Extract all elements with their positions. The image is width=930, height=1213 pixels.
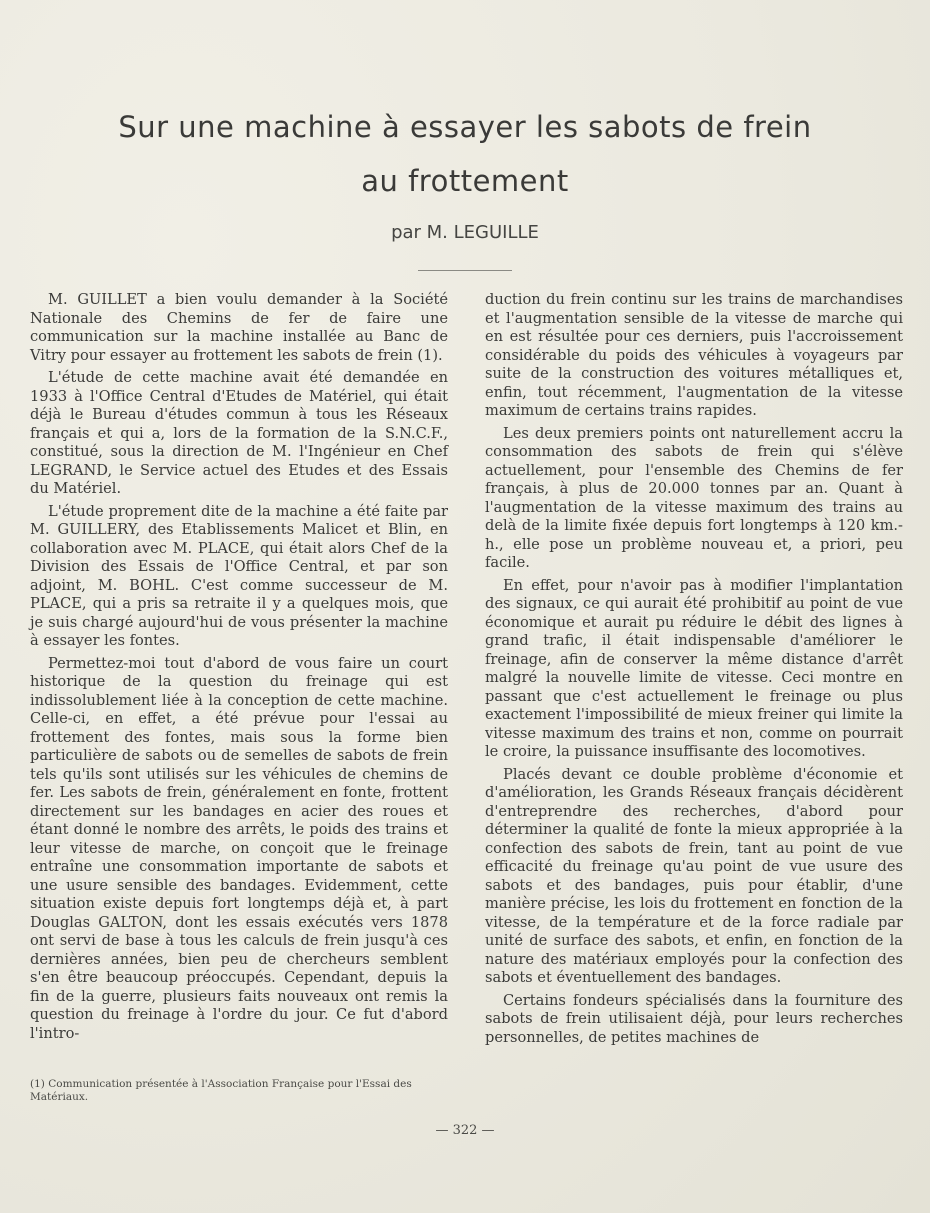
left-column	[30, 291, 448, 1047]
author-byline: par M. LEGUILLE	[391, 222, 539, 243]
footnote: (1) Communication présentée à l'Association Française pour l'Essai des Matériaux.	[30, 1078, 412, 1103]
right-column	[485, 291, 903, 1051]
page-title-line-2: au frottement	[361, 164, 569, 198]
paragraph: L'étude proprement dite de la machine a été faite par M. GUILLERY, des Etablissements Malicet et Blin, en collaboration avec M. PLACE, qui était alors Chef de la Division des Essais de l'Office Central, et par son adjoint, M. BOHL. C'est comme successeur de M. PLACE, qui a pris sa retraite il y a quelques mois, que je suis chargé aujourd'hui de vous présenter la machine à essayer les fontes.	[30, 502, 448, 649]
paragraph: Les deux premiers points ont naturellement accru la consommation des sabots de frein qui s'élève actuellement, pour l'ensemble des Chemins de fer français, à plus de 20.000 tonnes par an. Quant à l'augmentation de la vitesse maximum des trains au delà de la limite fixée depuis fort longtemps à 120 km.-h., elle pose un problème nouveau et, a priori, peu facile.	[485, 424, 903, 571]
page-title-line-1: Sur une machine à essayer les sabots de frein	[118, 110, 812, 144]
paragraph: Placés devant ce double problème d'économie et d'amélioration, les Grands Réseaux français décidèrent d'entreprendre des recherches, d'abord pour déterminer la qualité de fonte la mieux appropriée à la confection des sabots de frein, tant au point de vue efficacité du freinage qu'au point de vue usure des sabots et des bandages, puis pour établir, d'une manière précise, les lois du frottement en fonction de la vitesse, de la température et de la force radiale par unité de surface des sabots, et enfin, en fonction de la nature des matériaux employés pour la confection des sabots et éventuellement des bandages.	[485, 765, 903, 986]
paragraph: Permettez-moi tout d'abord de vous faire un court historique de la question du freinage qui est indissolublement liée à la conception de cette machine. Celle-ci, en effet, a été prévue pour l'essai au frottement des fontes, mais sous la forme bien particulière de sabots ou de semelles de sabots de frein tels qu'ils sont utilisés sur les véhicules de chemins de fer. Les sabots de frein, généralement en fonte, frottent directement sur les bandages en acier des roues et étant donné le nombre des arrêts, le poids des trains et leur vitesse de marche, on conçoit que le freinage entraîne une consommation importante de sabots et une usure sensible des bandages. Evidemment, cette situation existe depuis fort longtemps déjà et, à part Douglas GALTON, dont les essais exécutés vers 1878 ont servi de base à tous les calculs de frein jusqu'à ces dernières années, bien peu de chercheurs semblent s'en être beaucoup préoccupés. Cependant, depuis la fin de la guerre, plusieurs faits nouveaux ont remis la question du freinage à l'ordre du jour. Ce fut d'abord l'intro-	[30, 654, 448, 1042]
title-divider	[418, 270, 512, 271]
paragraph: En effet, pour n'avoir pas à modifier l'implantation des signaux, ce qui aurait été prohibitif au point de vue économique et aurait pu réduire le débit des lignes à grand trafic, il était indispensable d'améliorer le freinage, afin de conserver la même distance d'arrêt malgré la nouvelle limite de vitesse. Ceci montre en passant que c'est actuellement le freinage ou plus exactement l'impossibilité de mieux freiner qui limite la vitesse maximum des trains et non, comme on pourrait le croire, la puissance insuffisante des locomotives.	[485, 576, 903, 760]
page-number: — 322 —	[435, 1123, 495, 1138]
paragraph: L'étude de cette machine avait été demandée en 1933 à l'Office Central d'Etudes de Matériel, qui était déjà le Bureau d'études commun à tous les Réseaux français et qui a, lors de la formation de la S.N.C.F., constitué, sous la direction de M. l'Ingénieur en Chef LEGRAND, le Service actuel des Etudes et des Essais du Matériel.	[30, 369, 448, 497]
paragraph: M. GUILLET a bien voulu demander à la Société Nationale des Chemins de fer de faire une communication sur la machine installée au Banc de Vitry pour essayer au frottement les sabots de frein (1).	[30, 291, 448, 364]
paragraph: Certains fondeurs spécialisés dans la fourniture des sabots de frein utilisaient déjà, pour leurs recherches personnelles, de petites machines de	[485, 991, 903, 1046]
paragraph: duction du frein continu sur les trains de marchandises et l'augmentation sensible de la vitesse de marche qui en est résultée pour ces derniers, puis l'accroissement considérable du poids des véhicules à voyageurs par suite de la construction des voitures métalliques et, enfin, tout récemment, l'augmentation de la vitesse maximum de certains trains rapides.	[485, 291, 903, 419]
